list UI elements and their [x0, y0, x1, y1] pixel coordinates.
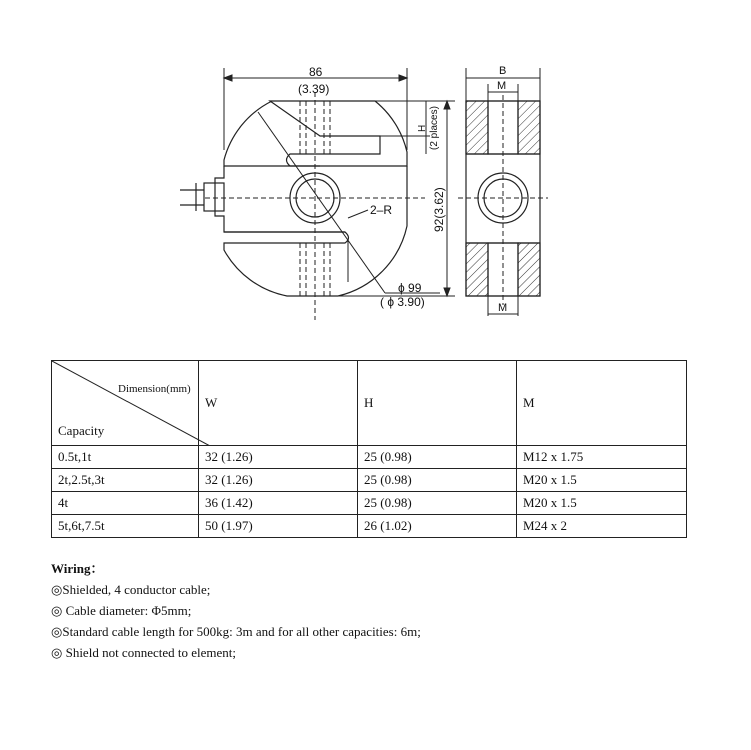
cell-w: 32 (1.26): [199, 469, 358, 492]
technical-drawing: [0, 0, 751, 350]
dim-B: B: [499, 65, 507, 77]
table-header-row: [52, 361, 687, 446]
dim-M-top: M: [497, 80, 507, 92]
cell-w: 50 (1.97): [199, 515, 358, 538]
cell-m: M20 x 1.5: [517, 469, 687, 492]
cell-h: 26 (1.02): [358, 515, 517, 538]
cell-h: 25 (0.98): [358, 446, 517, 469]
wiring-section: [51, 558, 421, 663]
cell-h: 25 (0.98): [358, 492, 517, 515]
dim-M-bottom: M: [498, 302, 508, 314]
table-row: [52, 446, 687, 469]
cable-gland: [204, 183, 224, 211]
header-capacity: Capacity: [58, 423, 105, 438]
column-header-m: M: [517, 361, 687, 446]
wiring-item: ◎ Cable diameter: Φ5mm;: [51, 603, 192, 618]
wiring-item: ◎Shielded, 4 conductor cable;: [51, 582, 211, 597]
cell-m: M24 x 2: [517, 515, 687, 538]
wiring-item: ◎Standard cable length for 500kg: 3m and for all other capacities: 6m;: [51, 624, 421, 639]
column-header-w: W: [199, 361, 358, 446]
cell-w: 36 (1.42): [199, 492, 358, 515]
header-dimension: Dimension(mm): [118, 383, 191, 395]
dim-H-note: (2 places): [429, 106, 440, 150]
cell-w: 32 (1.26): [199, 446, 358, 469]
s-beam-outline: [270, 101, 407, 166]
table-row: [52, 469, 687, 492]
dim-dia-mm: ϕ 99: [398, 281, 422, 295]
dim-height: 92(3.62): [432, 187, 446, 232]
dim-radius: 2–R: [370, 203, 393, 217]
dim-dia-in: ( ϕ 3.90): [380, 295, 425, 309]
cell-capacity: 0.5t,1t: [52, 446, 199, 469]
dim-width-mm: 86: [309, 65, 323, 79]
cell-h: 25 (0.98): [358, 469, 517, 492]
wiring-item: ◎ Shield not connected to element;: [51, 645, 236, 660]
table-corner-cell: [52, 361, 199, 446]
table-row: [52, 492, 687, 515]
wiring-title: Wiring：: [51, 561, 104, 576]
table-row: [52, 515, 687, 538]
cell-m: M12 x 1.75: [517, 446, 687, 469]
column-header-h: H: [358, 361, 517, 446]
dimension-table: [51, 360, 687, 538]
dim-H: H: [417, 124, 428, 132]
dim-width-in: (3.39): [298, 82, 330, 96]
cell-capacity: 4t: [52, 492, 199, 515]
cell-capacity: 5t,6t,7.5t: [52, 515, 199, 538]
cell-m: M20 x 1.5: [517, 492, 687, 515]
cell-capacity: 2t,2.5t,3t: [52, 469, 199, 492]
